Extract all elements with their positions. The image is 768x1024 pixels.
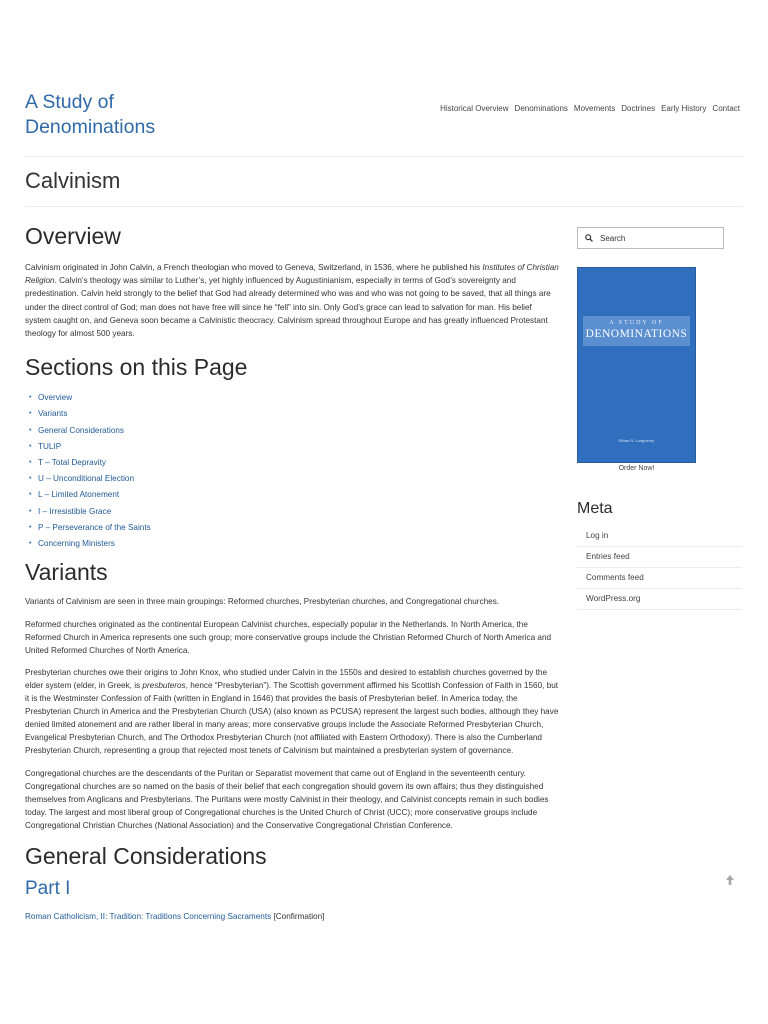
section-link-total-depravity[interactable]: T – Total Depravity	[38, 457, 106, 467]
list-item	[577, 547, 742, 568]
section-link-unconditional-election[interactable]: U – Unconditional Election	[38, 474, 135, 484]
variants-paragraph-3: Presbyterian churches owe their origins to John Knox, who studied under Calvin in the 1550s and desired to establish churches governed by the elder system (elder, in Greek, is presbuteros, hence “Presbyterian”). The Scottish government affirmed his Scottish Confession of Faith in 1560, but it is the Westminster Confession of Faith (written in England in 1646) that provides the basis of Presbyterian belief. In America today, the Presbyterian Church in America and the Presbyterian Church (USA) (also known as PCUSA) represent the largest such bodies, although they have denied limited atonement and are rather liberal in many areas; more conservative groups include the Associate Reformed Presbyterian Church, Evangelical Presbyterian Church, and The Orthodox Presbyterian Church (not affiliated with Eastern Orthodoxy). There is also the Cumberland Presbyterian Church, representing a group that rejected most tenets of Calvinism but maintained a presbyterian system of governance.	[25, 667, 559, 756]
header-divider	[25, 156, 743, 157]
search-icon	[585, 234, 593, 242]
site-title[interactable]: A Study of Denominations	[25, 91, 156, 138]
list-item	[25, 390, 560, 406]
general-considerations-heading: General Considerations	[25, 842, 267, 869]
title-divider	[25, 206, 743, 207]
search-input[interactable]	[577, 227, 724, 249]
overview-heading: Overview	[25, 223, 121, 249]
part-reference-link[interactable]: Roman Catholicism, II: Tradition: Traditions Concerning Sacraments	[25, 912, 272, 922]
section-link-general-considerations[interactable]: General Considerations	[38, 425, 125, 435]
list-item	[25, 536, 560, 552]
section-link-concerning-ministers[interactable]: Concerning Ministers	[38, 538, 115, 548]
nav-contact[interactable]: Contact	[712, 104, 740, 113]
variants-paragraph-1: Variants of Calvinism are seen in three main groupings: Reformed churches, Presbyterian churches, and Congregational churches.	[25, 597, 500, 607]
list-item	[25, 471, 560, 487]
sections-heading: Sections on this Page	[25, 353, 248, 380]
meta-wordpress-link[interactable]: WordPress.org	[586, 594, 641, 603]
section-link-tulip[interactable]: TULIP	[38, 441, 62, 451]
list-item	[577, 568, 742, 589]
list-item	[577, 526, 742, 547]
book-cover-image[interactable]	[577, 267, 696, 463]
nav-denominations[interactable]: Denominations	[514, 104, 568, 113]
list-item	[25, 423, 560, 439]
variants-heading: Variants	[25, 559, 108, 586]
nav-doctrines[interactable]: Doctrines	[621, 104, 656, 113]
section-link-limited-atonement[interactable]: L – Limited Atonement	[38, 490, 120, 500]
list-item	[25, 406, 560, 422]
variants-paragraph-2: Reformed churches originated as the continental European Calvinist churches, especially popular in the Netherlands. In North America, the Reformed Church in America represents one such group; more conservative groups include the Christian Reformed Church of North America and United Reformed Churches of North America.	[25, 619, 552, 655]
search-placeholder: Search	[600, 233, 626, 243]
list-item	[25, 439, 560, 455]
order-now-caption[interactable]: Order Now!	[618, 465, 655, 472]
sidebar	[577, 227, 742, 610]
meta-entries-feed-link[interactable]: Entries feed	[586, 552, 630, 561]
main-content	[25, 224, 560, 923]
book-author: Ethan R. Longhenry	[618, 438, 655, 443]
top-nav	[440, 104, 740, 113]
overview-paragraph: Calvinism originated in John Calvin, a French theologian who moved to Geneva, Switzerland, in 1536, where he published his Institutes of Christian Religion. Calvin’s theology was similar to Luther’s, yet highly influenced by Augustinianism, especially in terms of God’s sovereignty and predestination. Calvin held strongly to the belief that God had already determined who was and who was not going to be saved, that all things are under the direct control of God; man does not have free will since he “fell” into sin. Only God’s grace can lead to salvation for man. His belief system caught on, and Geneva soon became a Calvinistic theocracy. Calvinism spread throughout Europe and has greatly influenced Protestant theology for almost 500 years.	[25, 263, 559, 338]
list-item	[25, 487, 560, 503]
book-subtitle: A STUDY OF	[609, 320, 664, 326]
meta-heading: Meta	[577, 500, 613, 517]
list-item	[25, 504, 560, 520]
section-link-irresistible-grace[interactable]: I – Irresistible Grace	[38, 506, 112, 516]
meta-comments-feed-link[interactable]: Comments feed	[586, 573, 644, 582]
arrow-up-icon[interactable]	[724, 874, 736, 886]
list-item	[25, 520, 560, 536]
variants-paragraph-4: Congregational churches are the descendants of the Puritan or Separatist movement that came out of England in the seventeenth century. Congregational churches are so named on the basis of their belief that each congregation should govern its own affairs; thus they distinguished themselves from Anglicans and Presbyterians. The Puritans were mostly Calvinist in their theology, and Calvinist concepts remain in such bodies today. The largest and most liberal group of Congregational churches is the United Church of Christ (UCC); more conservative groups include Congregational Christian Churches (National Association) and the Conservative Congregational Christian Conference.	[25, 768, 549, 830]
list-item	[577, 589, 742, 610]
nav-historical-overview[interactable]: Historical Overview	[440, 104, 509, 113]
nav-movements[interactable]: Movements	[573, 104, 616, 113]
part-heading: Part I	[25, 878, 71, 900]
nav-early-history[interactable]: Early History	[661, 104, 707, 113]
sections-list	[25, 390, 560, 552]
section-link-overview[interactable]: Overview	[38, 393, 73, 403]
page-title: Calvinism	[25, 168, 121, 193]
book-title: DENOMINATIONS	[585, 328, 688, 340]
part-reference: Roman Catholicism, II: Tradition: Traditions Concerning Sacraments [Confirmation]	[25, 912, 325, 922]
section-link-variants[interactable]: Variants	[38, 409, 68, 419]
list-item	[25, 455, 560, 471]
meta-list	[577, 526, 742, 610]
section-link-perseverance[interactable]: P – Perseverance of the Saints	[38, 522, 151, 532]
meta-login-link[interactable]: Log in	[586, 531, 609, 540]
